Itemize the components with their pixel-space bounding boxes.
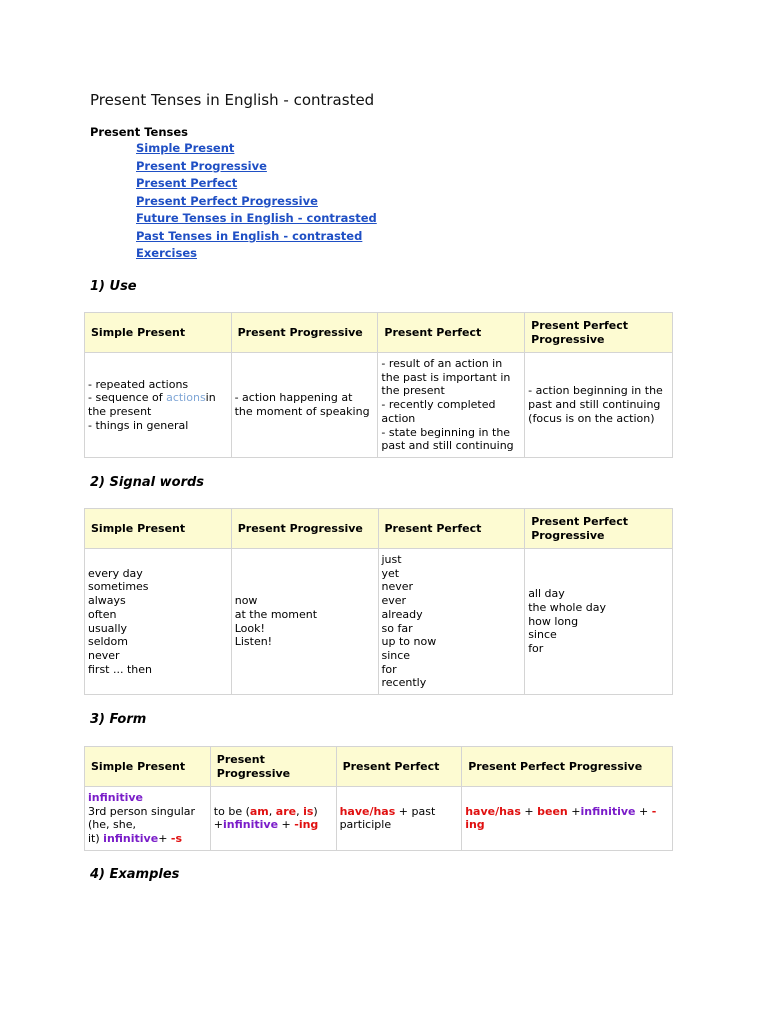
cell-line: - result of an action in bbox=[381, 357, 503, 371]
form-cell-present-perfect-progressive bbox=[462, 787, 673, 851]
cell-line: - recently completed bbox=[381, 398, 496, 412]
cell-line: - repeated actions bbox=[88, 377, 189, 391]
form-header-present-progressive: Present Progressive bbox=[210, 747, 336, 787]
toc-item bbox=[136, 159, 377, 177]
signal-header-present-progressive: Present Progressive bbox=[231, 509, 378, 549]
form-header-present-perfect-progressive: Present Perfect Progressive bbox=[462, 747, 673, 787]
cell-line: the whole day bbox=[528, 600, 606, 614]
use-cell-present-progressive bbox=[231, 353, 378, 458]
cell-line: - action beginning in the bbox=[528, 384, 663, 398]
section-heading-signal-words: 2) Signal words bbox=[90, 475, 205, 490]
cell-line: Look! bbox=[234, 621, 265, 635]
cell-line: so far bbox=[381, 621, 413, 635]
cell-line: usually bbox=[88, 621, 128, 635]
cell-line: yet bbox=[381, 566, 400, 580]
section-heading-examples: 4) Examples bbox=[90, 867, 180, 882]
cell-line: past and still continuing bbox=[381, 439, 514, 453]
cell-line: since bbox=[381, 648, 411, 662]
cell-line: already bbox=[381, 607, 423, 621]
cell-line: the past is important in bbox=[381, 370, 511, 384]
infinitive-label: infinitive bbox=[88, 791, 144, 804]
cell-line: just bbox=[381, 553, 402, 566]
cell-line: every day bbox=[88, 566, 143, 580]
cell-line: to be (am, are, is) bbox=[213, 804, 318, 818]
toc-link-past-tenses[interactable]: Past Tenses in English - contrasted bbox=[136, 228, 363, 243]
cell-line: now bbox=[234, 594, 258, 608]
toc-item bbox=[136, 211, 377, 229]
cell-line: the present bbox=[381, 384, 445, 398]
cell-line: (he, she, bbox=[88, 818, 136, 832]
use-cell-simple-present bbox=[85, 353, 232, 458]
cell-line: often bbox=[88, 607, 117, 621]
cell-line: since bbox=[528, 628, 557, 642]
cell-line: - action happening at bbox=[234, 391, 353, 405]
toc-link-future-tenses[interactable]: Future Tenses in English - contrasted bbox=[136, 211, 377, 225]
use-header-present-perfect-progressive: Present Perfect Progressive bbox=[525, 313, 673, 353]
cell-line: action bbox=[381, 411, 416, 425]
form-header-present-perfect: Present Perfect bbox=[336, 747, 462, 787]
form-cell-present-progressive bbox=[210, 787, 336, 851]
cell-line: sometimes bbox=[88, 580, 149, 594]
toc-item bbox=[136, 141, 377, 159]
use-header-present-perfect: Present Perfect bbox=[378, 313, 525, 353]
cell-line: for bbox=[381, 662, 397, 676]
cell-line: never bbox=[88, 648, 120, 662]
cell-line: ing bbox=[465, 818, 485, 832]
cell-line: at the moment bbox=[234, 607, 318, 621]
toc-link-present-perfect[interactable]: Present Perfect bbox=[136, 176, 238, 190]
toc-link-present-perfect-progressive[interactable]: Present Perfect Progressive bbox=[136, 193, 318, 208]
cell-line: how long bbox=[528, 614, 579, 628]
cell-line: first ... then bbox=[88, 662, 153, 676]
toc-item bbox=[136, 194, 377, 212]
toc-link-exercises[interactable]: Exercises bbox=[136, 246, 197, 260]
cell-line: seldom bbox=[88, 635, 128, 649]
cell-line: 3rd person singular bbox=[88, 804, 196, 818]
form-header-simple-present: Simple Present bbox=[85, 747, 211, 787]
signal-header-present-perfect-progressive: Present Perfect Progressive bbox=[525, 509, 673, 549]
cell-line: it) infinitive+ -s bbox=[88, 832, 183, 846]
toc-heading: Present Tenses bbox=[90, 125, 189, 139]
signal-cell-present-perfect-progressive bbox=[525, 549, 673, 695]
cell-line: (focus is on the action) bbox=[528, 411, 655, 425]
use-cell-present-perfect-progressive bbox=[525, 353, 673, 458]
actions-link[interactable]: actions bbox=[166, 391, 206, 405]
cell-line: - things in general bbox=[88, 418, 189, 432]
cell-line: all day bbox=[528, 587, 565, 601]
cell-line: for bbox=[528, 642, 544, 656]
cell-line: ever bbox=[381, 594, 407, 608]
signal-words-table bbox=[84, 508, 673, 695]
cell-line: up to now bbox=[381, 635, 437, 649]
section-heading-use: 1) Use bbox=[90, 279, 137, 294]
signal-cell-present-perfect bbox=[378, 549, 525, 695]
toc-item bbox=[136, 176, 377, 194]
cell-line: - sequence of actionsin bbox=[88, 391, 216, 405]
section-heading-form: 3) Form bbox=[90, 712, 147, 727]
cell-line: Listen! bbox=[234, 635, 273, 649]
cell-line: never bbox=[381, 580, 414, 594]
signal-header-simple-present: Simple Present bbox=[85, 509, 232, 549]
form-table bbox=[84, 746, 673, 851]
toc-link-simple-present[interactable]: Simple Present bbox=[136, 141, 235, 155]
cell-line: the present bbox=[88, 405, 152, 418]
use-table bbox=[84, 312, 673, 458]
toc-item bbox=[136, 246, 377, 264]
use-header-present-progressive: Present Progressive bbox=[231, 313, 378, 353]
cell-line: participle bbox=[339, 818, 392, 832]
cell-line: recently bbox=[381, 676, 427, 690]
signal-cell-simple-present bbox=[85, 549, 232, 695]
use-header-simple-present: Simple Present bbox=[85, 313, 232, 353]
form-cell-present-perfect bbox=[336, 787, 462, 851]
form-cell-simple-present bbox=[85, 787, 211, 851]
signal-header-present-perfect: Present Perfect bbox=[378, 509, 525, 549]
cell-line: past and still continuing bbox=[528, 398, 661, 412]
cell-line: always bbox=[88, 594, 126, 608]
page-title: Present Tenses in English - contrasted bbox=[90, 91, 375, 109]
signal-cell-present-progressive bbox=[231, 549, 378, 695]
cell-line: have/has + been +infinitive + - bbox=[465, 804, 657, 818]
cell-line: have/has + past bbox=[339, 804, 436, 818]
cell-line: - state beginning in the bbox=[381, 425, 511, 439]
toc-list bbox=[136, 141, 377, 264]
cell-line: +infinitive + -ing bbox=[213, 818, 319, 832]
toc-item bbox=[136, 229, 377, 247]
use-cell-present-perfect bbox=[378, 353, 525, 458]
cell-line: the moment of speaking bbox=[234, 405, 370, 418]
toc-link-present-progressive[interactable]: Present Progressive bbox=[136, 158, 267, 173]
